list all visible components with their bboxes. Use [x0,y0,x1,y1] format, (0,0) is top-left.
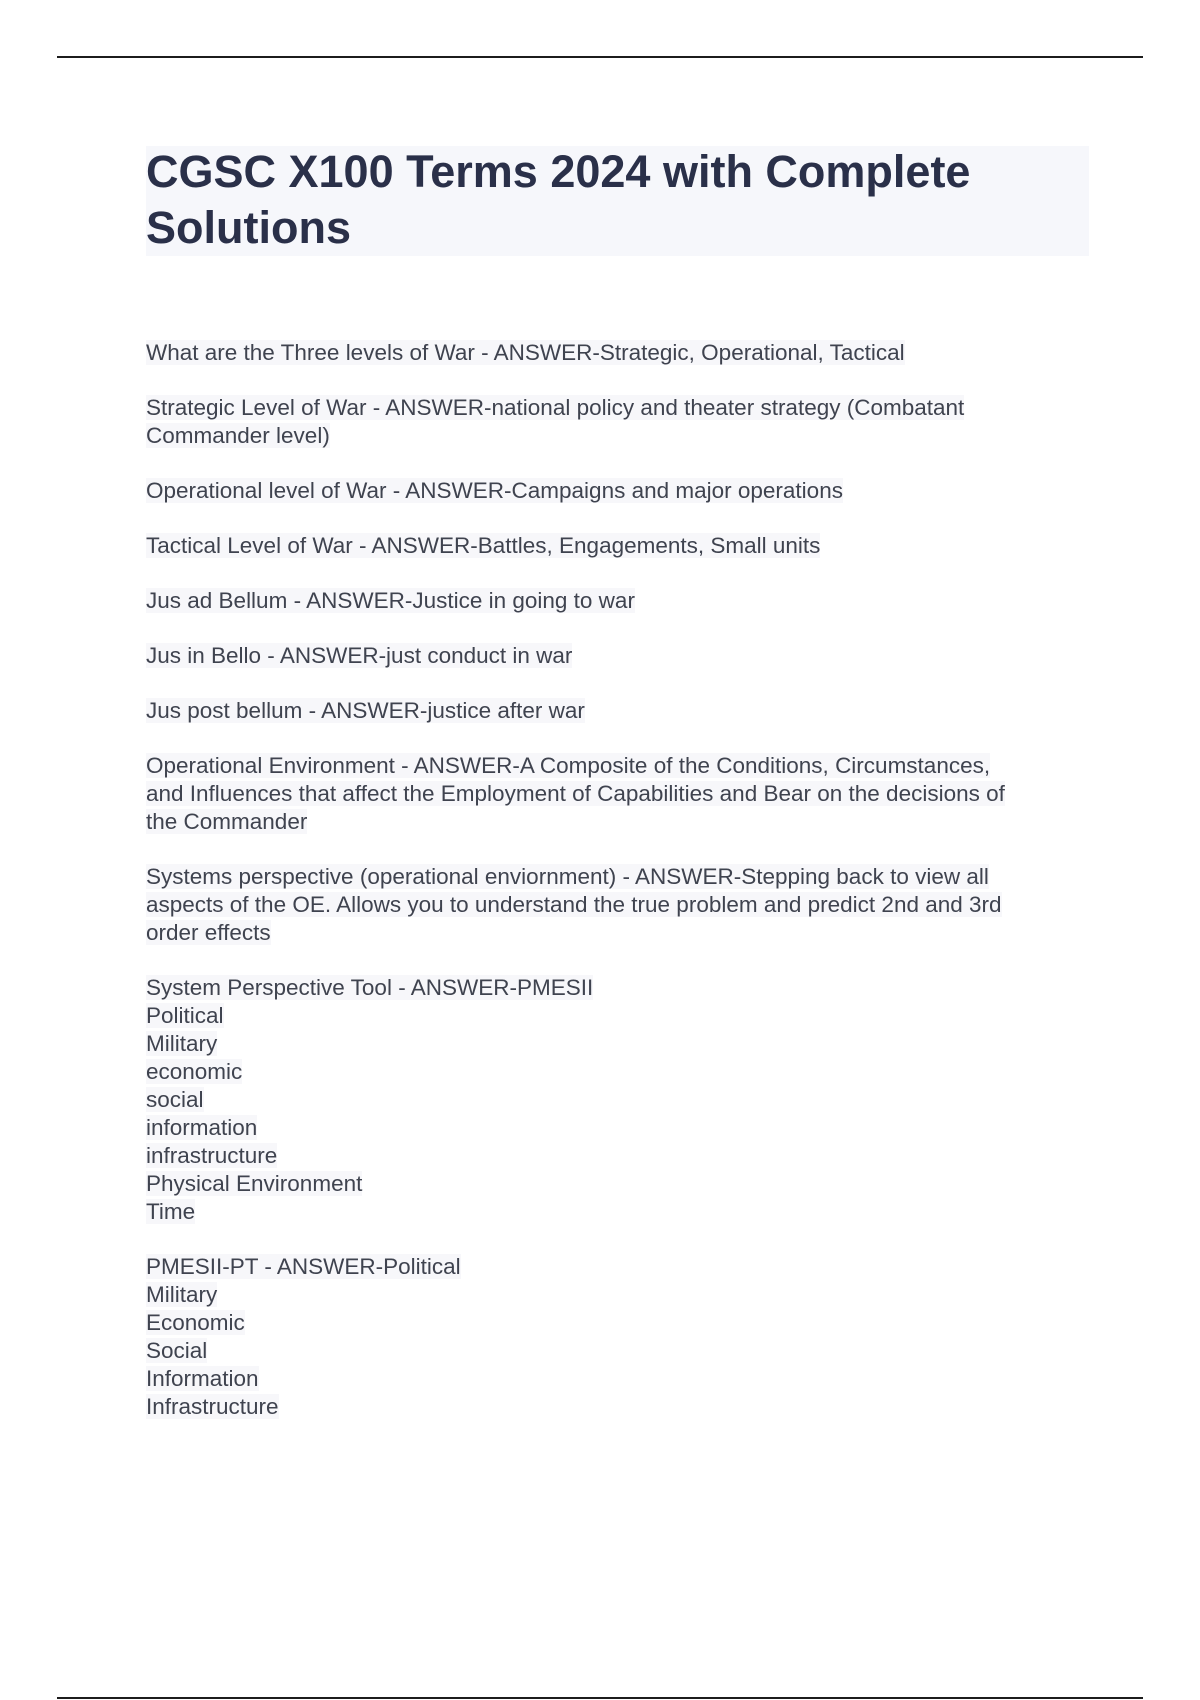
term-entry-line: Operational Environment - ANSWER-A Composite of the Conditions, Circumstances, [146,753,991,778]
term-entry-line: Military [146,1031,218,1056]
term-entry-line-wrap [146,1170,1106,1198]
term-entry-line-wrap [146,1002,1106,1030]
term-entry-line: Tactical Level of War - ANSWER-Battles, Engagements, Small units [146,533,821,558]
term-entry-line-wrap [146,1253,1106,1281]
term-entry-line: PMESII-PT - ANSWER-Political [146,1254,461,1279]
term-entry-line-wrap [146,1114,1106,1142]
page-title [146,144,1089,256]
term-entry-line: social [146,1087,204,1112]
term-entry-line: Infrastructure [146,1394,279,1419]
term-entry-line-wrap [146,1142,1106,1170]
term-entry-line-wrap [146,1337,1106,1365]
term-entry [146,642,1106,670]
term-entry-line: Systems perspective (operational enviornment) - ANSWER-Stepping back to view all [146,864,989,889]
term-entry-line-wrap [146,697,1106,725]
term-entry-line-wrap [146,1309,1106,1337]
term-entry-line-wrap [146,1058,1106,1086]
page-top-rule [57,56,1143,58]
term-entry [146,1253,1106,1421]
term-entry-line: information [146,1115,258,1140]
term-entry [146,752,1106,836]
term-entry-line-wrap [146,1198,1106,1226]
term-entry-line-wrap [146,587,1106,615]
term-entry-line: Jus in Bello - ANSWER-just conduct in war [146,643,573,668]
term-entry-line-wrap [146,780,1106,808]
term-entry-line-wrap [146,1030,1106,1058]
term-entry [146,974,1106,1226]
term-entry-line: Social [146,1338,208,1363]
term-entry-line-wrap [146,1365,1106,1393]
term-entry-line-wrap [146,339,1106,367]
term-entry [146,532,1106,560]
term-entry-line-wrap [146,642,1106,670]
term-entry-line: Economic [146,1310,245,1335]
term-entry-line-wrap [146,1393,1106,1421]
term-entry-line: order effects [146,920,271,945]
term-entry [146,394,1106,450]
term-entry-line: Information [146,1366,259,1391]
terms-list [146,339,1106,1448]
term-entry-line: Military [146,1282,218,1307]
term-entry-line: Political [146,1003,224,1028]
term-entry-line-wrap [146,808,1106,836]
term-entry [146,697,1106,725]
term-entry-line-wrap [146,974,1106,1002]
page-bottom-rule [57,1697,1143,1699]
term-entry [146,863,1106,947]
term-entry-line: the Commander [146,809,308,834]
term-entry-line: What are the Three levels of War - ANSWER-Strategic, Operational, Tactical [146,340,905,365]
term-entry-line: economic [146,1059,243,1084]
term-entry-line: Jus ad Bellum - ANSWER-Justice in going to war [146,588,635,613]
term-entry-line-wrap [146,1086,1106,1114]
term-entry-line: Time [146,1199,196,1224]
term-entry-line: Commander level) [146,423,330,448]
term-entry-line-wrap [146,394,1106,422]
term-entry-line: aspects of the OE. Allows you to understand the true problem and predict 2nd and 3rd [146,892,1002,917]
term-entry-line: Jus post bellum - ANSWER-justice after war [146,698,585,723]
term-entry [146,339,1106,367]
term-entry-line-wrap [146,1281,1106,1309]
title-line-1: CGSC X100 Terms 2024 with Complete [146,146,971,197]
term-entry-line: infrastructure [146,1143,278,1168]
title-line-2: Solutions [146,202,351,253]
term-entry-line-wrap [146,532,1106,560]
term-entry-line-wrap [146,422,1106,450]
term-entry-line-wrap [146,477,1106,505]
term-entry [146,477,1106,505]
term-entry-line-wrap [146,891,1106,919]
term-entry-line-wrap [146,752,1106,780]
term-entry-line: and Influences that affect the Employment of Capabilities and Bear on the decisions of [146,781,1005,806]
term-entry-line: Strategic Level of War - ANSWER-national policy and theater strategy (Combatant [146,395,965,420]
term-entry [146,587,1106,615]
term-entry-line-wrap [146,919,1106,947]
term-entry-line-wrap [146,863,1106,891]
term-entry-line: System Perspective Tool - ANSWER-PMESII [146,975,594,1000]
term-entry-line: Operational level of War - ANSWER-Campaigns and major operations [146,478,843,503]
term-entry-line: Physical Environment [146,1171,363,1196]
